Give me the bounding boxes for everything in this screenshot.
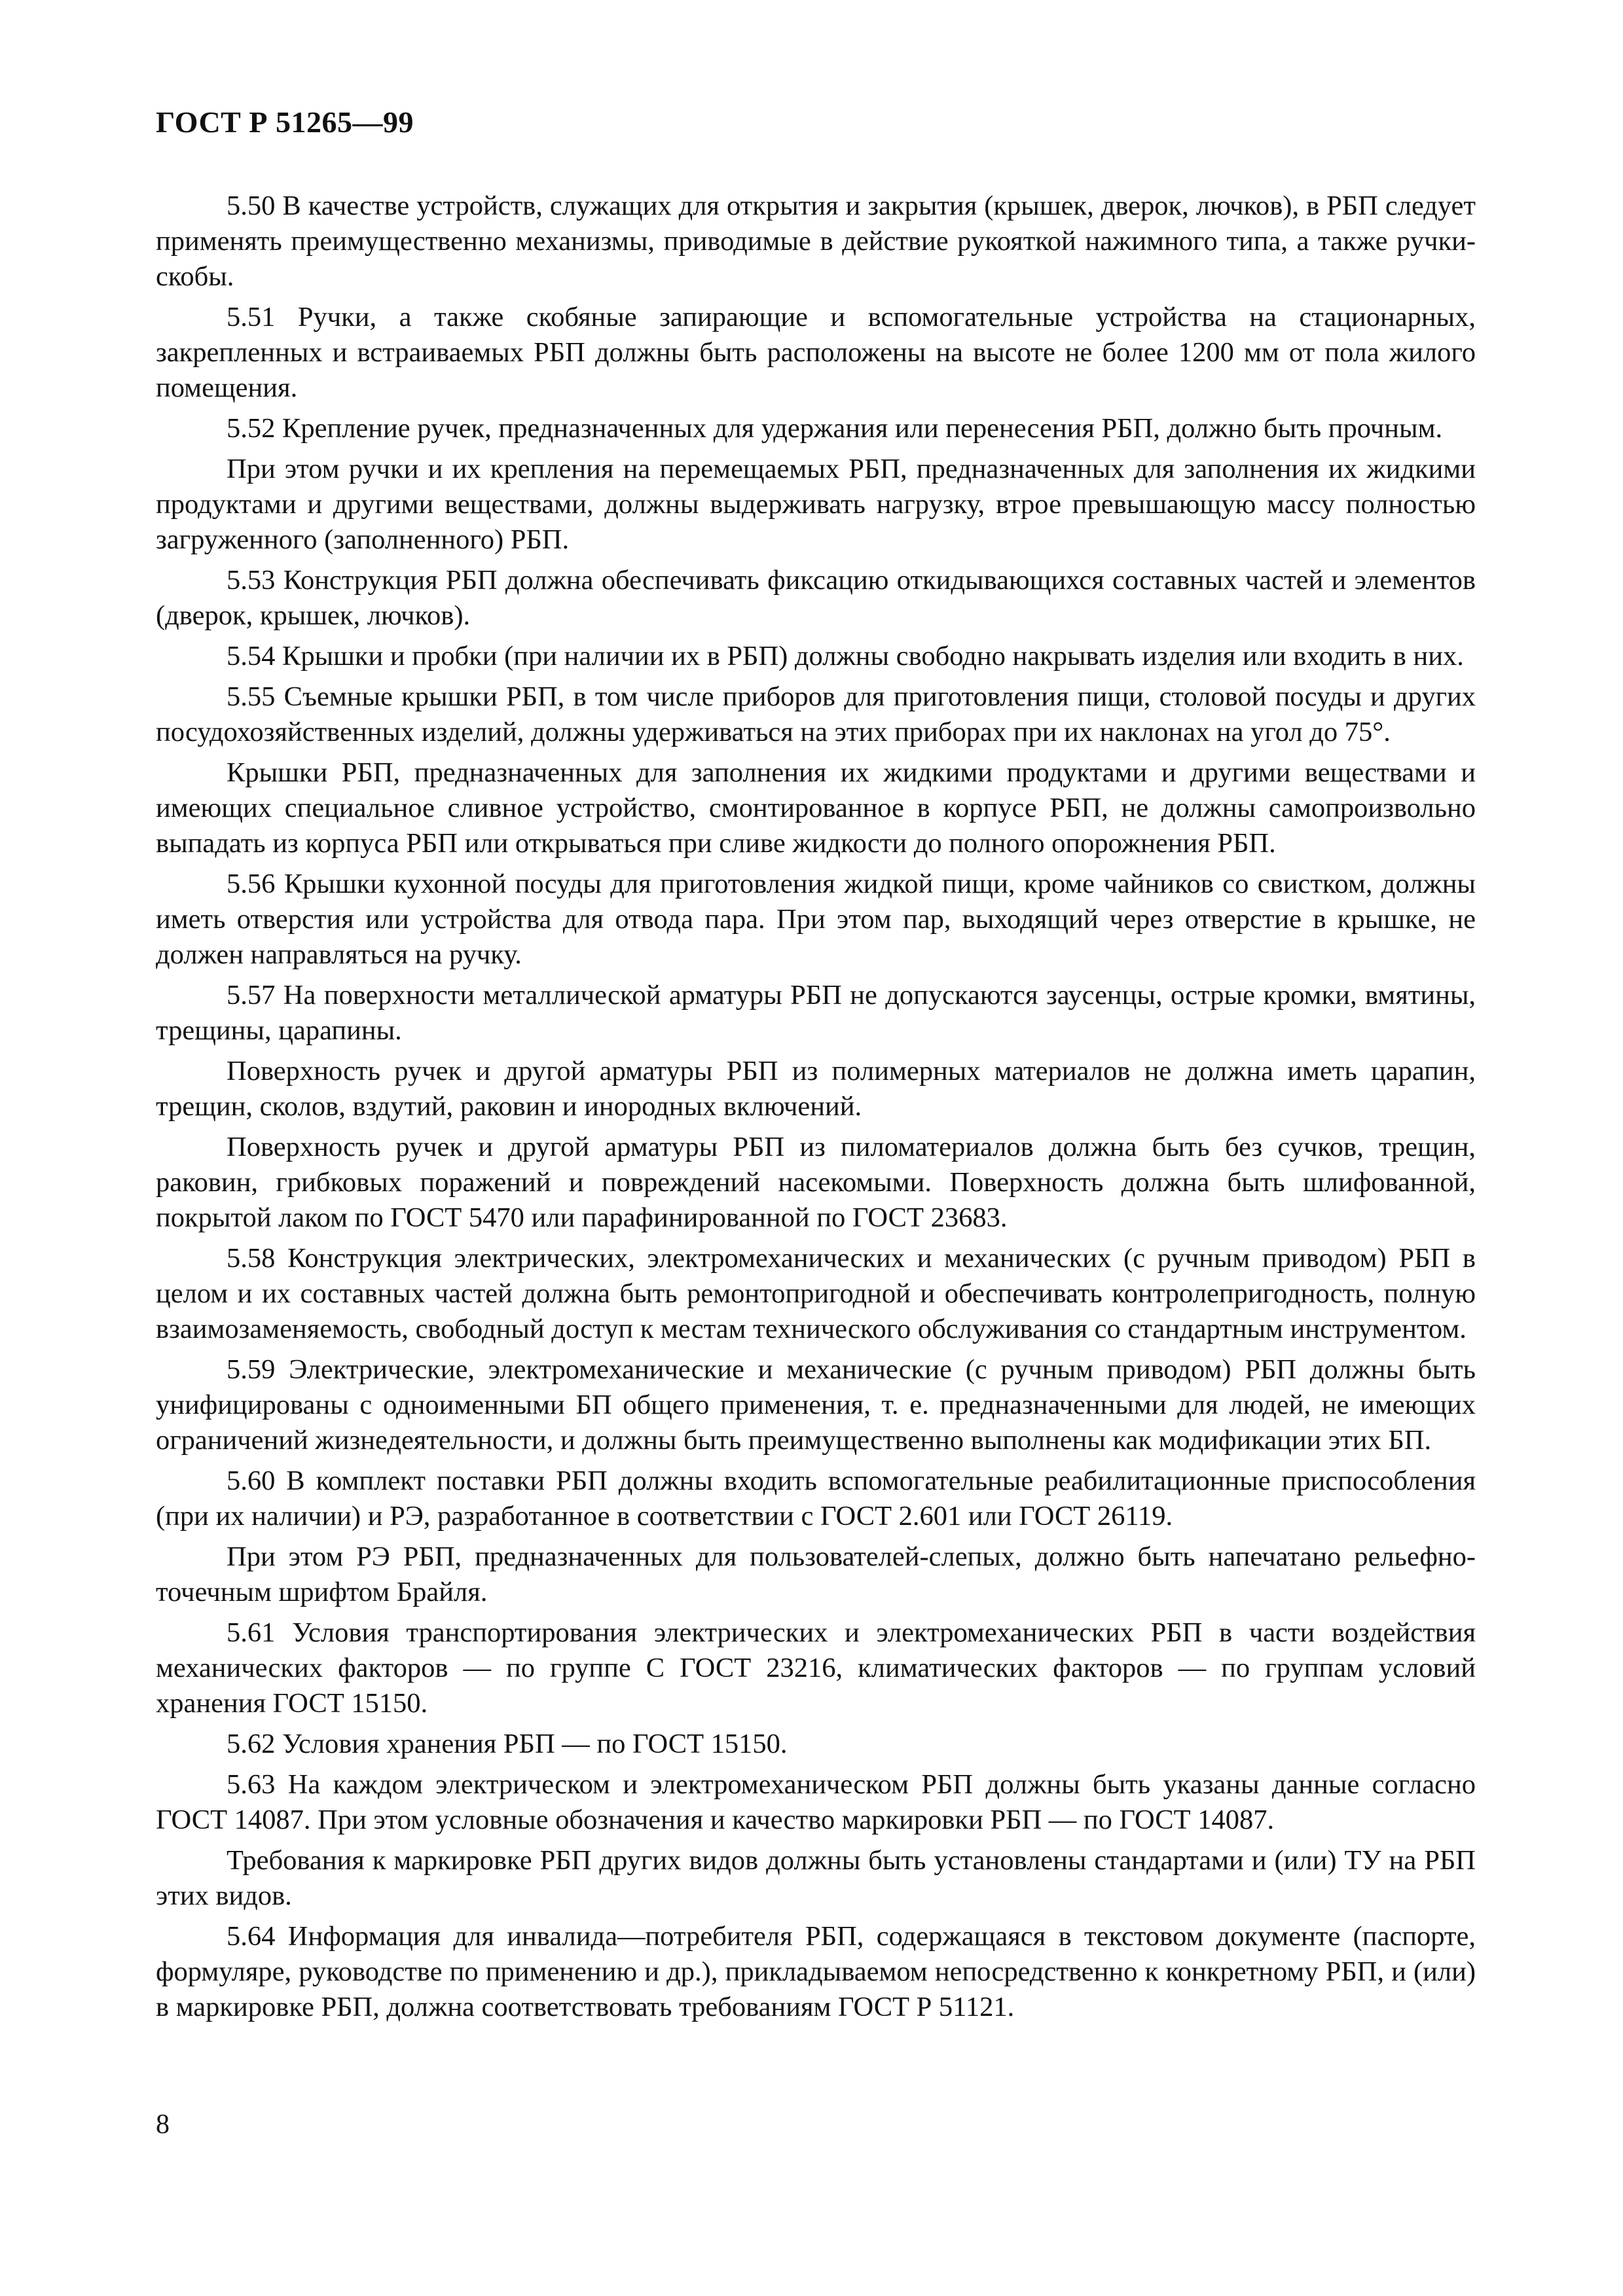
paragraph-5-55: 5.55 Съемные крышки РБП, в том числе приборов для приготовления пищи, столовой посуды и других посудохозяйственных изделий, должны удерживаться на этих приборах при их наклонах на угол до 75°. [156, 681, 1476, 747]
paragraph-5-60-cont: При этом РЭ РБП, предназначенных для пользователей-слепых, должно быть напечатано рельефно-точечным шрифтом Брайля. [156, 1541, 1476, 1607]
page-number: 8 [156, 2109, 170, 2140]
paragraph-5-64: 5.64 Информация для инвалида—потребителя РБП, содержащаяся в текстовом документе (паспорте, формуляре, руководстве по применению и др.), прикладываемом непосредственно к конкретному РБП, и (или) в маркировке РБП, должна соответствовать требованиям ГОСТ Р 51121. [156, 1921, 1476, 2022]
paragraph-5-53: 5.53 Конструкция РБП должна обеспечивать фиксацию откидывающихся составных частей и элементов (дверок, крышек, лючков). [156, 565, 1476, 631]
paragraph-5-62: 5.62 Условия хранения РБП — по ГОСТ 15150. [227, 1729, 788, 1759]
paragraph-5-57: 5.57 На поверхности металлической арматуры РБП не допускаются заусенцы, острые кромки, вмятины, трещины, царапины. [156, 980, 1476, 1046]
paragraph-5-63: 5.63 На каждом электрическом и электромеханическом РБП должны быть указаны данные согласно ГОСТ 14087. При этом условные обозначения и качество маркировки РБП — по ГОСТ 14087. [156, 1769, 1476, 1835]
paragraph-5-50: 5.50 В качестве устройств, служащих для открытия и закрытия (крышек, дверок, лючков), в РБП следует применять преимущественно механизмы, приводимые в действие рукояткой нажимного типа, а также ручки-скобы. [156, 190, 1476, 292]
paragraph-5-58: 5.58 Конструкция электрических, электромеханических и механических (с ручным приводом) РБП в целом и их составных частей должна быть ремонтопригодной и обеспечивать контролепригодность, полную взаимозаменяемость, свободный доступ к местам технического обслуживания со стандартным инструментом. [156, 1243, 1476, 1344]
paragraph-5-56: 5.56 Крышки кухонной посуды для приготовления жидкой пищи, кроме чайников со свистком, должны иметь отверстия или устройства для отвода пара. При этом пар, выходящий через отверстие в крышке, не должен направляться на ручку. [156, 869, 1476, 970]
paragraph-5-63-cont: Требования к маркировке РБП других видов должны быть установлены стандартами и (или) ТУ на РБП этих видов. [156, 1845, 1476, 1911]
paragraph-5-57-wood: Поверхность ручек и другой арматуры РБП из пиломатериалов должна быть без сучков, трещин, раковин, грибковых поражений и повреждений насекомыми. Поверхность должна быть шлифованной, покрытой лаком по ГОСТ 5470 или парафинированной по ГОСТ 23683. [156, 1132, 1476, 1233]
paragraph-5-54: 5.54 Крышки и пробки (при наличии их в РБП) должны свободно накрывать изделия или входить в них. [227, 641, 1464, 672]
paragraph-5-52-cont: При этом ручки и их крепления на перемещаемых РБП, предназначенных для заполнения их жидкими продуктами и другими веществами, должны выдерживать нагрузку, втрое превышающую массу полностью загруженного (заполненного) РБП. [156, 454, 1476, 555]
paragraph-5-61: 5.61 Условия транспортирования электрических и электромеханических РБП в части воздействия механических факторов — по группе С ГОСТ 23216, климатических факторов — по группам условий хранения ГОСТ 15150. [156, 1617, 1476, 1719]
document-body [156, 188, 1476, 2030]
document-header: ГОСТ Р 51265—99 [156, 105, 414, 139]
paragraph-5-55-cont: Крышки РБП, предназначенных для заполнения их жидкими продуктами и другими веществами и имеющих специальное сливное устройство, смонтированное в корпусе РБП, не должны самопроизвольно выпадать из корпуса РБП или открываться при сливе жидкости до полного опорожнения РБП. [156, 757, 1476, 859]
paragraph-5-52: 5.52 Крепление ручек, предназначенных для удержания или перенесения РБП, должно быть прочным. [227, 413, 1443, 444]
paragraph-5-60: 5.60 В комплект поставки РБП должны входить вспомогательные реабилитационные приспособления (при их наличии) и РЭ, разработанное в соответствии с ГОСТ 2.601 или ГОСТ 26119. [156, 1465, 1476, 1532]
paragraph-5-57-polymer: Поверхность ручек и другой арматуры РБП из полимерных материалов не должна иметь царапин, трещин, сколов, вздутий, раковин и инородных включений. [156, 1056, 1476, 1122]
paragraph-5-51: 5.51 Ручки, а также скобяные запирающие и вспомогательные устройства на стационарных, закрепленных и встраиваемых РБП должны быть расположены на высоте не более 1200 мм от пола жилого помещения. [156, 302, 1476, 403]
paragraph-5-59: 5.59 Электрические, электромеханические и механические (с ручным приводом) РБП должны быть унифицированы с одноименными БП общего применения, т. е. предназначенными для людей, не имеющих ограничений жизнедеятельности, и должны быть преимущественно выполнены как модификации этих БП. [156, 1354, 1476, 1456]
